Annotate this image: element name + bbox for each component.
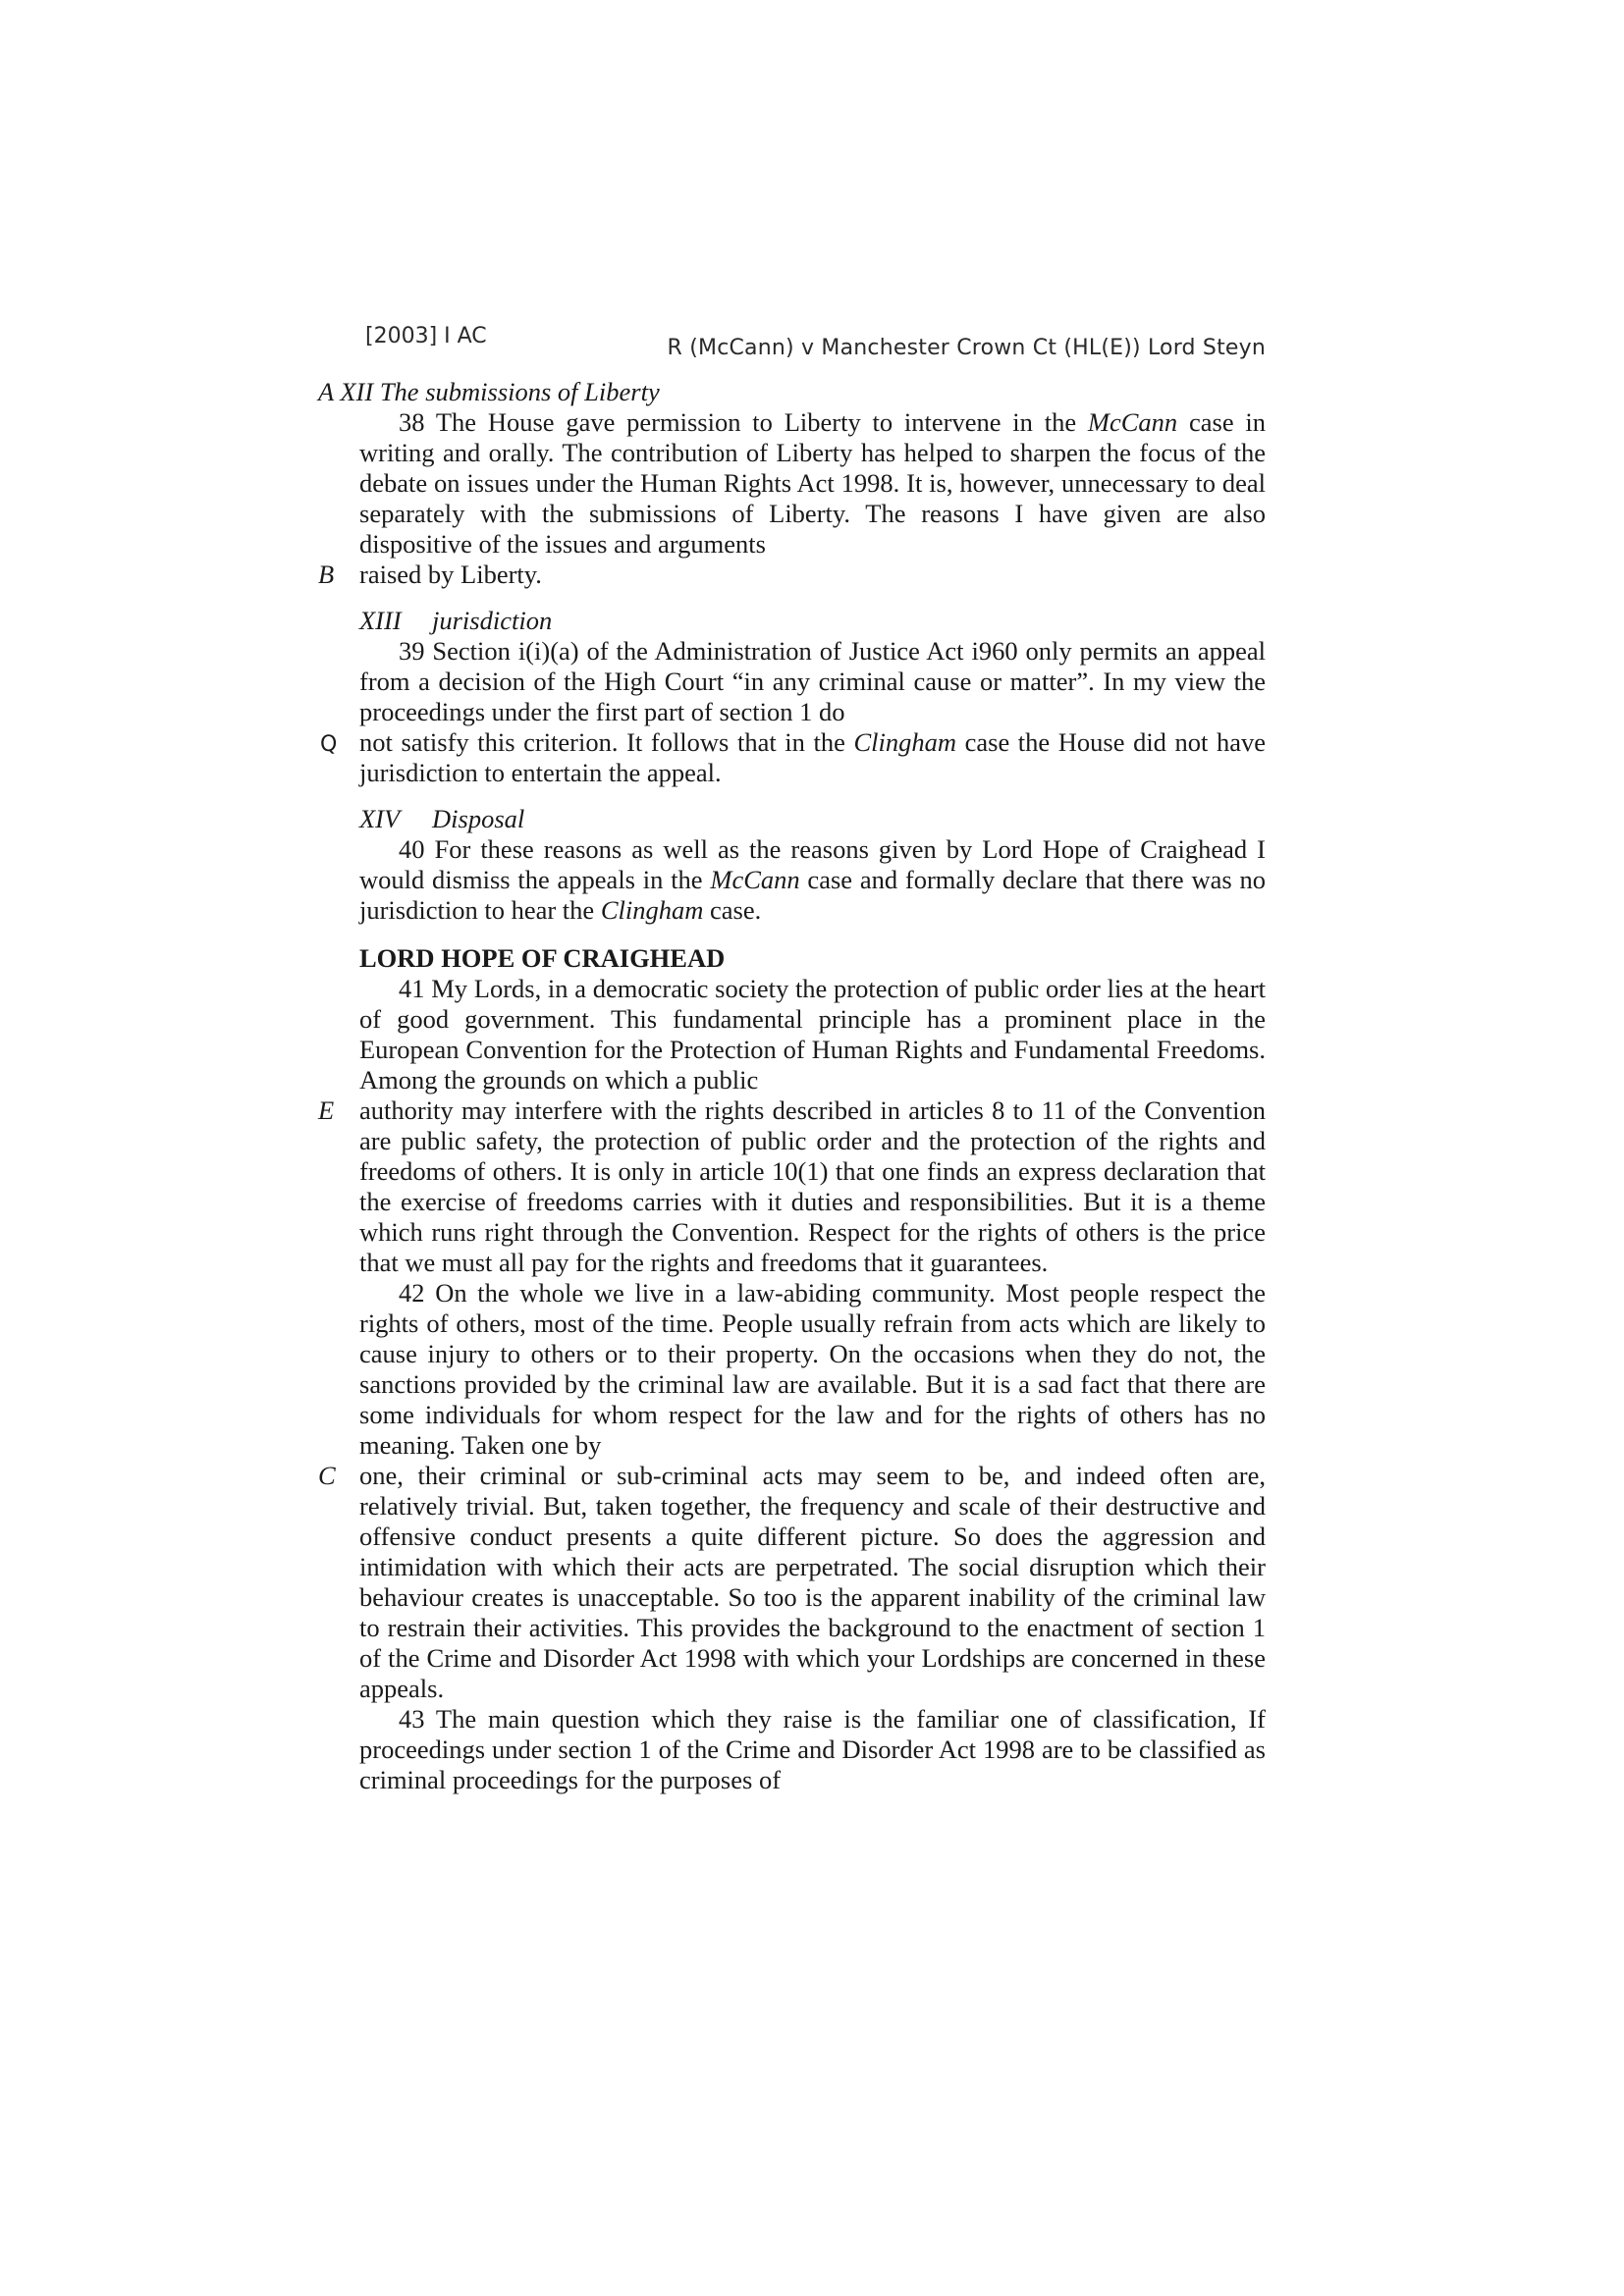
section-number: XIV [359,804,401,833]
section-title: jurisdiction [432,606,553,635]
margin-letter-b: B [318,560,335,589]
paragraph-40: 40 For these reasons as well as the reasons given by Lord Hope of Craighead I would dismiss the appeals in the McCann case and formally declare that there was no jurisdiction to hear the Clingham case. [359,834,1266,925]
case-name: McCann [710,865,800,894]
case-name: Clingham [600,895,704,925]
section-heading-xiii [359,606,1266,636]
case-name: Clingham [853,727,957,757]
page-header [365,324,1266,363]
paragraph-38: 38 The House gave permission to Liberty to intervene in the McCann case in writing and orally. The contribution of Liberty has helped to sharpen the focus of the debate on issues under the Human Rights Act 1998. It is, however, unnecessary to deal separately with the submissions of Liberty. The reasons I have given are also dispositive of the issues and arguments [359,407,1266,559]
report-citation: [2003] I AC [365,324,487,348]
section-title: The submissions of Liberty [379,377,660,406]
section-heading-xii [318,377,1266,407]
section-heading-xiv [359,804,1266,834]
paragraph-42-cont: C one, their criminal or sub-criminal acts may seem to be, and indeed often are, relatively trivial. But, taken together, the frequency and scale of their destructive and offensive conduct presents a quite different picture. So does the aggression and intimidation with which their acts are perpetrated. The social disruption which their behaviour creates is unacceptable. So too is the apparent inability of the criminal law to restrain their activities. This provides the background to the enactment of section 1 of the Crime and Disorder Act 1998 with which your Lordships are concerned in these appeals. [318,1461,1266,1703]
paragraph-41-cont: E authority may interfere with the rights described in articles 8 to 11 of the Convention are public safety, the protection of public order and the protection of the rights and freedoms of others. It is only in article 10(1) that one finds an express declaration that the exercise of freedoms carries with it duties and responsibilities. But it is a theme which runs right through the Convention. Respect for the rights of others is the price that we must all pay for the rights and freedoms that it guarantees. [318,1095,1266,1277]
running-head: R (McCann) v Manchester Crown Ct (HL(E)) Lord Steyn [667,336,1266,360]
speaker-heading: LORD HOPE OF CRAIGHEAD [359,943,726,973]
margin-letter-e: E [318,1095,335,1125]
paragraph-42: 42 On the whole we live in a law-abiding community. Most people respect the rights of others, most of the time. People usually refrain from acts which are likely to cause injury to others or to their property. On the occasions when they do not, the sanctions provided by the criminal law are available. But it is a sad fact that there are some individuals for whom respect for the law and for the rights of others has no meaning. Taken one by [359,1278,1266,1460]
margin-letter-q: Q [320,732,338,757]
paragraph-39-cont: Q not satisfy this criterion. It follows that in the Clingham case the House did not have jurisdiction to entertain the appeal. [320,727,1266,787]
section-number: XIII [359,606,402,635]
paragraph-38-cont: B raised by Liberty. [318,560,542,589]
judgment-body [318,377,1266,1795]
paragraph-39: 39 Section i(i)(a) of the Administration of Justice Act i960 only permits an appeal from a decision of the High Court “in any criminal cause or matter”. In my view the proceedings under the first part of section 1 do [359,636,1266,726]
section-title: Disposal [432,804,525,833]
section-number: XII [340,377,374,406]
paragraph-41: 41 My Lords, in a democratic society the protection of public order lies at the heart of good government. This fundamental principle has a prominent place in the European Convention for the Protection of Human Rights and Fundamental Freedoms. Among the grounds on which a public [359,974,1266,1095]
margin-letter-c: C [318,1461,336,1490]
paragraph-43: 43 The main question which they raise is the familiar one of classification, If proceedings under section 1 of the Crime and Disorder Act 1998 are to be classified as criminal proceedings for the purposes of [359,1704,1266,1794]
margin-letter-a: A [318,377,334,406]
case-name: McCann [1087,407,1178,437]
